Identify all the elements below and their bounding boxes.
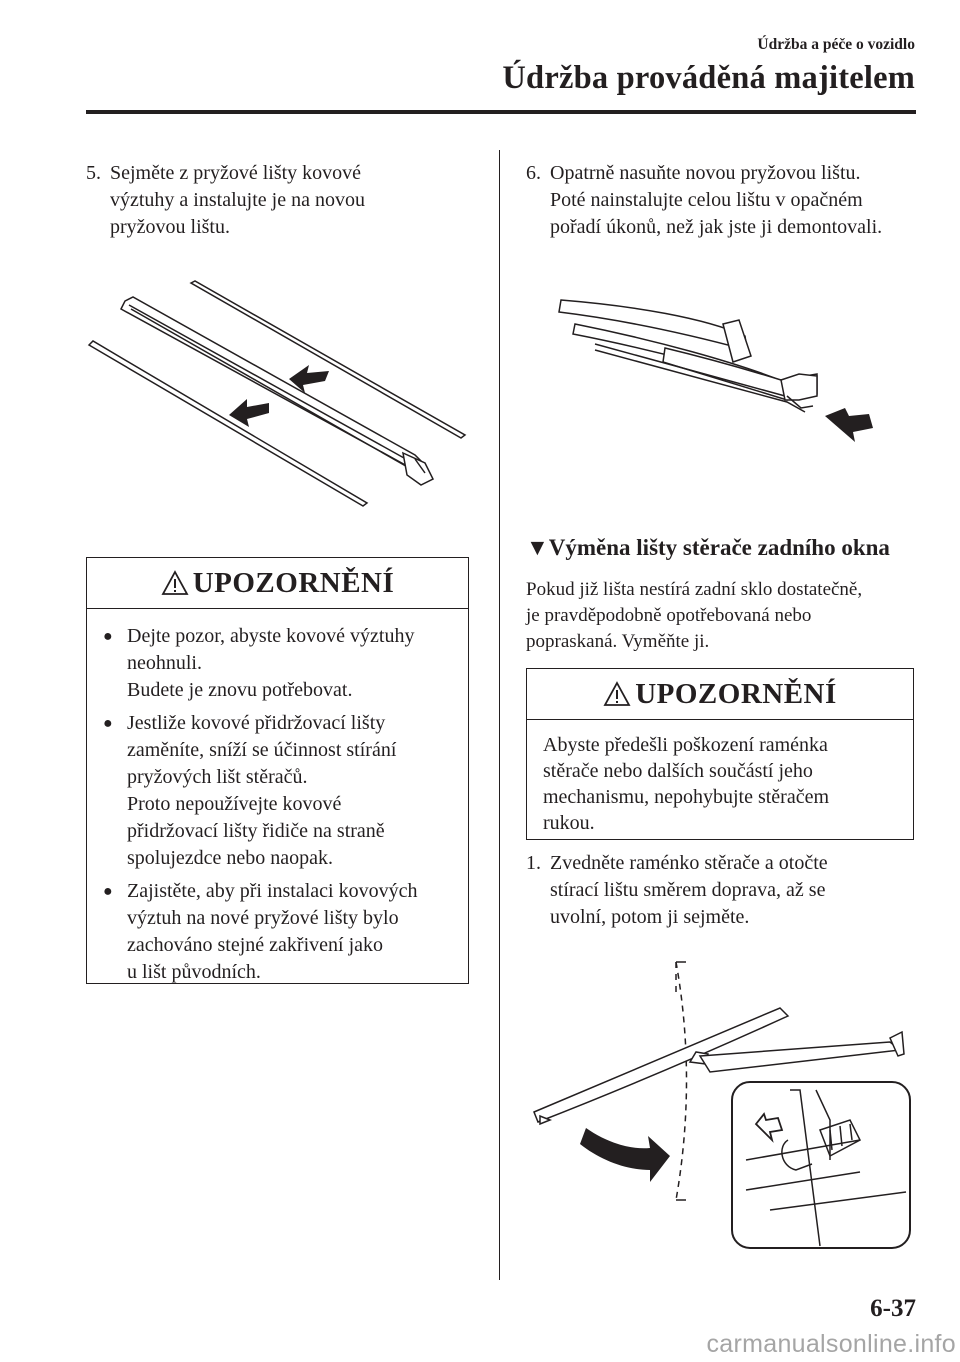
caution-line: Zajistěte, aby při instalaci kovových — [127, 880, 418, 902]
step-line: Sejměte z pryžové lišty kovové — [110, 162, 362, 184]
header-subtitle: Údržba a péče o vozidlo — [757, 36, 915, 53]
intro-line: je pravděpodobně opotřebovaná nebo — [526, 605, 812, 626]
caution-line: Proto nepoužívejte kovové — [127, 793, 342, 815]
caution-title: UPOZORNĚNÍ — [192, 566, 395, 599]
rubber-strip-illustration — [85, 275, 475, 515]
caution-line: mechanismu, nepohybujte stěračem — [543, 786, 830, 808]
step-line: pryžovou lištu. — [110, 216, 230, 238]
caution-line: výztuh na nové pryžové lišty bylo — [127, 907, 399, 929]
section-heading — [526, 535, 890, 561]
step-line: uvolní, potom ji sejměte. — [550, 906, 750, 928]
rear-wiper-blade-illustration — [555, 290, 895, 460]
column-divider — [499, 150, 500, 1280]
page-number: 6-37 — [870, 1295, 916, 1322]
bullet: ● — [103, 628, 113, 645]
step-line: Opatrně nasuňte novou pryžovou lištu. — [550, 162, 861, 184]
caution-header — [527, 669, 913, 720]
intro-line: popraskaná. Vyměňte ji. — [526, 631, 710, 652]
caution-title: UPOZORNĚNÍ — [635, 677, 837, 710]
step-5 — [86, 160, 486, 241]
bullet: ● — [103, 883, 113, 900]
caution-line: Abyste předešli poškození raménka — [543, 734, 828, 756]
caution-line: zachováno stejné zakřivení jako — [127, 934, 383, 956]
caution-line: Jestliže kovové přidržovací lišty — [127, 712, 386, 734]
wiper-arm — [700, 1042, 900, 1072]
caution-item — [97, 710, 462, 872]
caution-line: pryžových lišt stěračů. — [127, 766, 308, 788]
bullet: ● — [103, 715, 113, 732]
caution-line: u lišt původních. — [127, 961, 261, 983]
caution-line: Dejte pozor, abyste kovové výztuhy — [127, 625, 415, 647]
watermark: carmanualsonline.info — [706, 1330, 956, 1358]
intro-line: Pokud již lišta nestírá zadní sklo dostatečně, — [526, 579, 863, 600]
caution-line: neohnuli. — [127, 652, 202, 674]
caution-box — [86, 557, 469, 984]
rotation-arrow-icon — [580, 1128, 670, 1182]
section-intro — [526, 577, 926, 655]
rotation-guide — [676, 962, 687, 1200]
page-title: Údržba prováděná majitelem — [502, 60, 915, 96]
step-line: pořadí úkonů, než jak jste ji demontovali. — [550, 216, 883, 238]
step-number: 6. — [526, 162, 541, 184]
warning-triangle-icon — [603, 681, 631, 707]
arrow-icon — [229, 399, 269, 427]
caution-header — [87, 558, 468, 609]
arrow-icon — [825, 408, 873, 442]
section-title: Výměna lišty stěrače zadního okna — [548, 535, 890, 560]
caution-line: Budete je znovu potřebovat. — [127, 679, 353, 701]
caution-line: přidržovací lišty řidiče na straně — [127, 820, 385, 842]
step-line: stírací lištu směrem doprava, až se — [550, 879, 826, 901]
caution-item — [97, 878, 462, 986]
caution-line: rukou. — [543, 812, 595, 834]
detail-inset — [732, 1082, 910, 1248]
step-line: Zvedněte raménko stěrače a otočte — [550, 852, 828, 874]
blade-removal-illustration — [530, 960, 920, 1250]
step-line: Poté nainstalujte celou lištu v opačném — [550, 189, 863, 211]
step-number: 1. — [526, 852, 541, 874]
warning-triangle-icon — [161, 570, 189, 596]
caution-box — [526, 668, 914, 840]
caution-line: stěrače nebo dalších součástí jeho — [543, 760, 813, 782]
caution-item — [97, 623, 462, 704]
caution-line: zaměníte, sníží se účinnost stírání — [127, 739, 397, 761]
step-6 — [526, 160, 926, 241]
triangle-marker-icon: ▼ — [526, 535, 549, 560]
step-line: výztuhy a instalujte je na novou — [110, 189, 365, 211]
header-rule — [86, 110, 916, 114]
step-number: 5. — [86, 162, 101, 184]
step-1 — [526, 850, 926, 931]
caution-line: spolujezdce nebo naopak. — [127, 847, 334, 869]
